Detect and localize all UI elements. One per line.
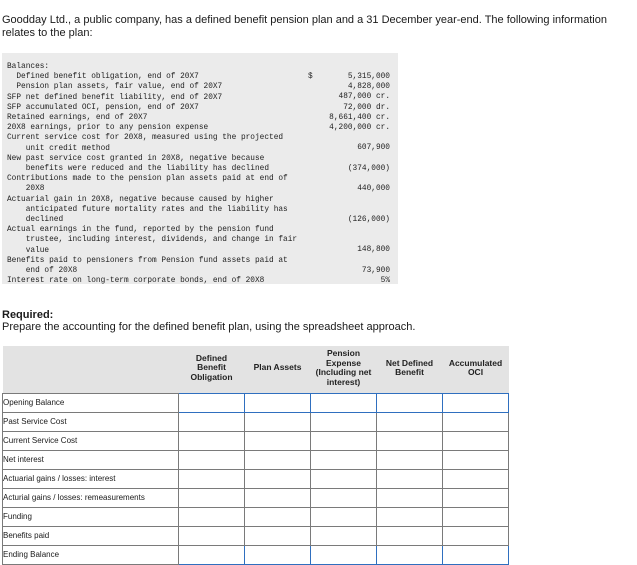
entry-input[interactable] bbox=[443, 495, 508, 504]
table-row bbox=[3, 527, 509, 546]
entry-input[interactable] bbox=[377, 438, 442, 447]
entry-cell[interactable] bbox=[245, 470, 311, 489]
table-row bbox=[3, 451, 509, 470]
entry-cell[interactable] bbox=[245, 394, 311, 413]
entry-input[interactable] bbox=[311, 476, 376, 485]
header-label: Pension Expense (Including net interest) bbox=[315, 348, 372, 387]
entry-input[interactable] bbox=[179, 533, 244, 542]
entry-cell[interactable] bbox=[179, 508, 245, 527]
entry-cell[interactable] bbox=[377, 432, 443, 451]
table-row bbox=[3, 470, 509, 489]
entry-input[interactable] bbox=[311, 457, 376, 466]
spreadsheet-body bbox=[3, 394, 509, 565]
entry-input[interactable] bbox=[179, 552, 244, 561]
entry-input[interactable] bbox=[179, 495, 244, 504]
entry-cell[interactable] bbox=[179, 470, 245, 489]
row-label: Ending Balance bbox=[3, 546, 179, 565]
entry-cell[interactable] bbox=[443, 489, 509, 508]
entry-input[interactable] bbox=[443, 457, 508, 466]
entry-input[interactable] bbox=[179, 514, 244, 523]
required-heading: Required: bbox=[2, 309, 54, 321]
entry-cell[interactable] bbox=[377, 546, 443, 565]
entry-cell[interactable] bbox=[179, 546, 245, 565]
entry-cell[interactable] bbox=[377, 451, 443, 470]
entry-input[interactable] bbox=[311, 400, 376, 409]
row-label: Net interest bbox=[3, 451, 179, 470]
entry-input[interactable] bbox=[245, 476, 310, 485]
required-text: Prepare the accounting for the defined benefit plan, using the spreadsheet approach. bbox=[2, 321, 416, 333]
intro-text: Goodday Ltd., a public company, has a defined benefit pension plan and a 31 December year-end. The following information relates to the plan: bbox=[2, 14, 607, 39]
entry-cell[interactable] bbox=[245, 451, 311, 470]
spreadsheet-table bbox=[2, 346, 509, 565]
entry-cell[interactable] bbox=[443, 546, 509, 565]
entry-input[interactable] bbox=[245, 457, 310, 466]
entry-input[interactable] bbox=[377, 476, 442, 485]
entry-input[interactable] bbox=[311, 552, 376, 561]
entry-cell[interactable] bbox=[377, 413, 443, 432]
entry-cell[interactable] bbox=[311, 546, 377, 565]
header-net-defined-benefit bbox=[377, 346, 443, 390]
entry-cell[interactable] bbox=[179, 432, 245, 451]
header-pension-expense bbox=[311, 346, 377, 390]
entry-input[interactable] bbox=[245, 552, 310, 561]
entry-cell[interactable] bbox=[377, 527, 443, 546]
entry-cell[interactable] bbox=[443, 470, 509, 489]
entry-cell[interactable] bbox=[377, 508, 443, 527]
entry-cell[interactable] bbox=[443, 394, 509, 413]
entry-input[interactable] bbox=[245, 400, 310, 409]
entry-cell[interactable] bbox=[179, 413, 245, 432]
entry-input[interactable] bbox=[377, 457, 442, 466]
entry-input[interactable] bbox=[179, 457, 244, 466]
table-row bbox=[3, 413, 509, 432]
table-row bbox=[3, 432, 509, 451]
entry-cell[interactable] bbox=[311, 508, 377, 527]
entry-input[interactable] bbox=[179, 400, 244, 409]
entry-cell[interactable] bbox=[443, 432, 509, 451]
header-plan-assets bbox=[245, 346, 311, 390]
entry-input[interactable] bbox=[443, 533, 508, 542]
entry-input[interactable] bbox=[245, 419, 310, 428]
entry-input[interactable] bbox=[443, 419, 508, 428]
entry-cell[interactable] bbox=[443, 451, 509, 470]
entry-cell[interactable] bbox=[443, 527, 509, 546]
row-label: Acturial gains / losses: remeasurements bbox=[3, 489, 179, 508]
entry-input[interactable] bbox=[377, 495, 442, 504]
entry-input[interactable] bbox=[311, 514, 376, 523]
table-row bbox=[3, 508, 509, 527]
corner-header bbox=[3, 346, 179, 390]
entry-cell[interactable] bbox=[311, 451, 377, 470]
entry-cell[interactable] bbox=[377, 394, 443, 413]
entry-input[interactable] bbox=[377, 419, 442, 428]
row-label: Funding bbox=[3, 508, 179, 527]
entry-input[interactable] bbox=[179, 419, 244, 428]
header-label: Defined Benefit Obligation bbox=[190, 352, 233, 382]
entry-cell[interactable] bbox=[311, 413, 377, 432]
entry-input[interactable] bbox=[443, 400, 508, 409]
entry-cell[interactable] bbox=[311, 489, 377, 508]
entry-cell[interactable] bbox=[311, 470, 377, 489]
entry-input[interactable] bbox=[179, 476, 244, 485]
entry-cell[interactable] bbox=[179, 527, 245, 546]
row-label: Past Service Cost bbox=[3, 413, 179, 432]
header-label: Accumulated OCI bbox=[448, 357, 503, 377]
row-label: Actuarial gains / losses: interest bbox=[3, 470, 179, 489]
entry-input[interactable] bbox=[377, 552, 442, 561]
entry-cell[interactable] bbox=[245, 413, 311, 432]
table-row bbox=[3, 546, 509, 565]
entry-cell[interactable] bbox=[245, 432, 311, 451]
entry-cell[interactable] bbox=[311, 527, 377, 546]
header-defined-benefit-obligation bbox=[179, 346, 245, 390]
entry-input[interactable] bbox=[245, 533, 310, 542]
entry-cell[interactable] bbox=[377, 470, 443, 489]
entry-input[interactable] bbox=[377, 400, 442, 409]
entry-input[interactable] bbox=[443, 438, 508, 447]
entry-input[interactable] bbox=[311, 438, 376, 447]
entry-input[interactable] bbox=[443, 514, 508, 523]
row-label: Benefits paid bbox=[3, 527, 179, 546]
row-label: Opening Balance bbox=[3, 394, 179, 413]
entry-cell[interactable] bbox=[245, 489, 311, 508]
entry-cell[interactable] bbox=[245, 546, 311, 565]
entry-input[interactable] bbox=[179, 438, 244, 447]
table-row bbox=[3, 394, 509, 413]
entry-input[interactable] bbox=[377, 514, 442, 523]
entry-input[interactable] bbox=[245, 438, 310, 447]
entry-input[interactable] bbox=[311, 495, 376, 504]
entry-cell[interactable] bbox=[377, 489, 443, 508]
currency-symbol: $ bbox=[308, 73, 313, 81]
entry-input[interactable] bbox=[245, 514, 310, 523]
table-row bbox=[3, 489, 509, 508]
entry-input[interactable] bbox=[311, 533, 376, 542]
entry-cell[interactable] bbox=[245, 508, 311, 527]
entry-cell[interactable] bbox=[443, 413, 509, 432]
entry-input[interactable] bbox=[443, 552, 508, 561]
balances-values: 5,315,000 4,828,000 487,000 cr. 72,000 dr. 8,661,400 cr. 4,200,000 cr. 607,900 (374,000) 440,000 (126,000) 148,800 73,900 5% bbox=[329, 73, 390, 286]
entry-cell[interactable] bbox=[179, 451, 245, 470]
entry-cell[interactable] bbox=[311, 432, 377, 451]
entry-cell[interactable] bbox=[311, 394, 377, 413]
balances-descriptions: Balances: Defined benefit obligation, end of 20X7 Pension plan assets, fair value, end of 20X7 SFP net defined benefit liability, end of 20X7 SFP accumulated OCI, pension, end of 20X7 Retained earnings, end of 20X7 20X8 earnings, prior to any pension expense Current service cost for 20X8, measured using the projected unit credit method New past service cost granted in 20X8, negative because benefits were reduced and the liability has declined Contributions made to the pension plan assets paid at end of 20X8 Actuarial gain in 20X8, negative because caused by higher anticipated future mortality rates and the liability has declined Actual earnings in the fund, reported by the pension fund trustee, including interest, dividends, and change in fair value Benefits paid to pensioners from Pension fund assets paid at end of 20X8 Interest rate on long-term corporate bonds, end of 20X8 bbox=[7, 63, 298, 286]
entry-input[interactable] bbox=[245, 495, 310, 504]
header-accumulated-oci bbox=[443, 346, 509, 390]
header-label: Plan Assets bbox=[253, 362, 302, 373]
entry-cell[interactable] bbox=[179, 489, 245, 508]
entry-cell[interactable] bbox=[245, 527, 311, 546]
row-label: Current Service Cost bbox=[3, 432, 179, 451]
entry-input[interactable] bbox=[443, 476, 508, 485]
entry-cell[interactable] bbox=[179, 394, 245, 413]
entry-input[interactable] bbox=[311, 419, 376, 428]
entry-cell[interactable] bbox=[443, 508, 509, 527]
entry-input[interactable] bbox=[377, 533, 442, 542]
header-label: Net Defined Benefit bbox=[385, 357, 434, 377]
